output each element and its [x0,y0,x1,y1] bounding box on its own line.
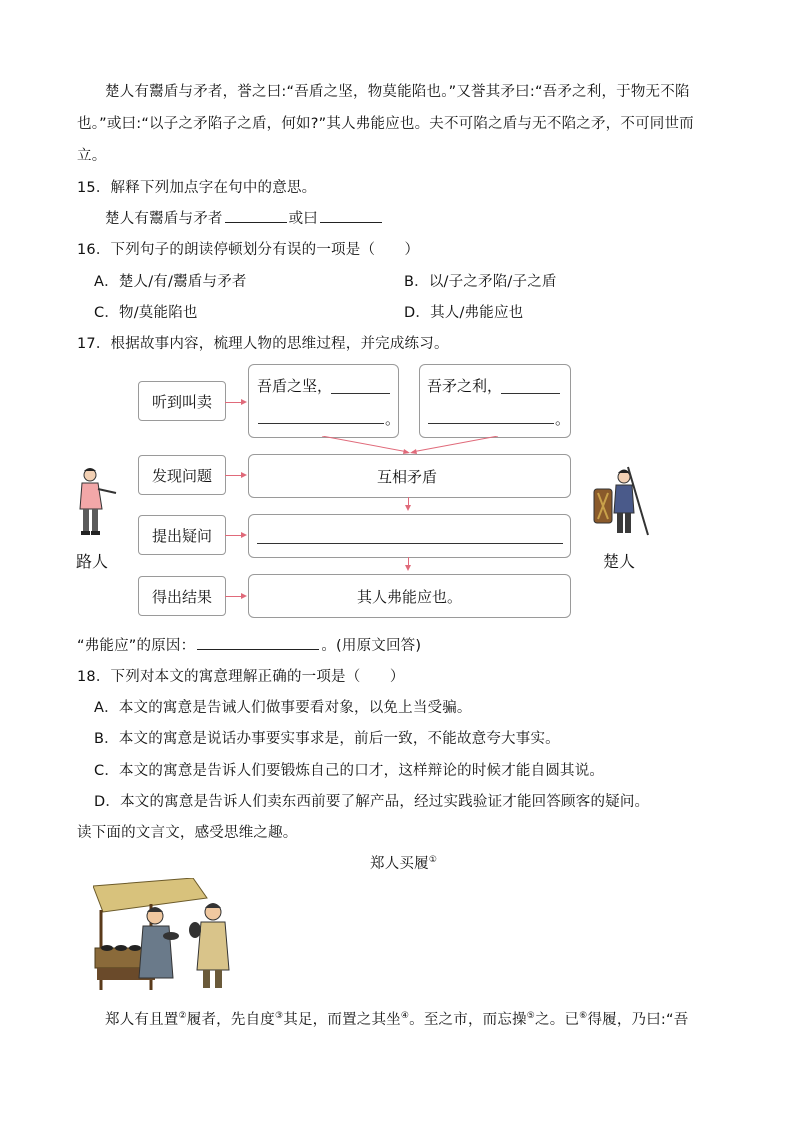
spear-blank-2[interactable] [428,423,554,424]
q16-option-b[interactable]: B．以/子之矛陷/子之盾 [404,274,557,290]
note-5: ⑤ [526,1011,536,1022]
problem-text: 互相矛盾 [377,468,438,486]
q16-option-c[interactable]: C．物/莫能陷也 [94,305,198,321]
arrow-problem [225,475,245,476]
story-title-note: ① [428,855,438,866]
q17-reason [77,634,421,655]
passage-line-1: 楚人有鬻盾与矛者，誉之曰:“吾盾之坚，物莫能陷也。”又誉其矛曰:“吾矛之利，于物无不陷 [105,84,690,100]
chu-man-label: 楚人 [603,552,636,571]
step-label-question: 提出疑问 [138,515,226,555]
story-line-1 [105,1008,688,1029]
q18-option-c[interactable]: C．本文的寓意是告诉人们要锻炼自己的口才，这样辩论的时候才能自圆其说。 [94,763,605,779]
question-box [248,514,571,558]
arrow-down-1 [408,497,409,509]
note-4: ④ [400,1011,410,1022]
q15-blank-1[interactable] [225,207,287,223]
arrow-question [225,535,245,536]
reason-prefix: “弗能应”的原因： [77,638,196,654]
q15-blank-2[interactable] [320,207,382,223]
arrow-result [225,596,245,597]
reason-suffix: 。(用原文回答) [321,638,422,654]
note-6: ⑥ [579,1011,588,1022]
shield-claim-text: 吾盾之坚， [257,377,333,395]
q18-option-b[interactable]: B．本文的寓意是说话办事要实事求是，前后一致，不能故意夸大事实。 [94,731,560,747]
story-seg-a: 郑人有且置 [105,1012,179,1028]
q18-option-a[interactable]: A．本文的寓意是告诫人们做事要看对象，以免上当受骗。 [94,700,472,716]
question-blank[interactable] [257,543,563,544]
shield-blank-1[interactable] [331,393,390,394]
passage-line-3: 立。 [77,148,107,164]
q15-part1: 楚人有鬻盾与矛者 [105,211,223,227]
story-seg-b: 履者，先自度 [186,1012,275,1028]
q15-stem: 15．解释下列加点字在句中的意思。 [77,180,317,196]
story-title-text: 郑人买履 [370,856,429,872]
spear-claim-end: 。 [555,410,571,428]
step-label-problem: 发现问题 [138,455,226,495]
q18-stem: 18．下列对本文的寓意理解正确的一项是（ ） [77,669,405,685]
q15-part2: 或曰 [288,211,319,227]
spear-blank-1[interactable] [501,393,560,394]
q16-option-a[interactable]: A．楚人/有/鬻盾与矛者 [94,274,247,290]
shoe-seller-illustration [93,878,245,996]
arrow-hear [225,402,245,403]
chu-man-figure [592,465,652,545]
converging-arrows [300,436,520,456]
note-3: ③ [274,1011,284,1022]
story-seg-d: 。至之市，而忘操 [409,1012,527,1028]
q15-item [105,207,384,228]
result-text: 其人弗能应也。 [357,588,463,606]
spear-claim-text: 吾矛之利， [427,377,503,395]
q18-option-d[interactable]: D．本文的寓意是告诉人们卖东西前要了解产品，经过实践验证才能回答顾客的疑问。 [94,794,650,810]
arrow-down-2 [408,557,409,569]
note-2: ② [178,1011,187,1022]
passerby-figure [72,465,122,545]
story-seg-e: 之。已 [535,1012,580,1028]
shield-claim-end: 。 [385,410,401,428]
reason-blank[interactable] [197,634,319,650]
q17-stem: 17．根据故事内容，梳理人物的思维过程，并完成练习。 [77,336,449,352]
q16-stem: 16．下列句子的朗读停顿划分有误的一项是（ ） [77,242,420,258]
story-seg-f: 得履，乃曰:“吾 [587,1012,689,1028]
q16-option-d[interactable]: D．其人/弗能应也 [404,305,524,321]
story-title [370,852,437,873]
step-label-hear: 听到叫卖 [138,381,226,421]
passage-line-2: 也。”或曰:“以子之矛陷子之盾，何如?”其人弗能应也。夫不可陷之盾与无不陷之矛，不可同世而 [77,116,694,132]
story-seg-c: 其足，而置之其坐 [283,1012,401,1028]
shield-blank-2[interactable] [258,423,384,424]
reading-intro: 读下面的文言文，感受思维之趣。 [77,825,298,841]
step-label-result: 得出结果 [138,576,226,616]
passerby-label: 路人 [76,552,109,571]
